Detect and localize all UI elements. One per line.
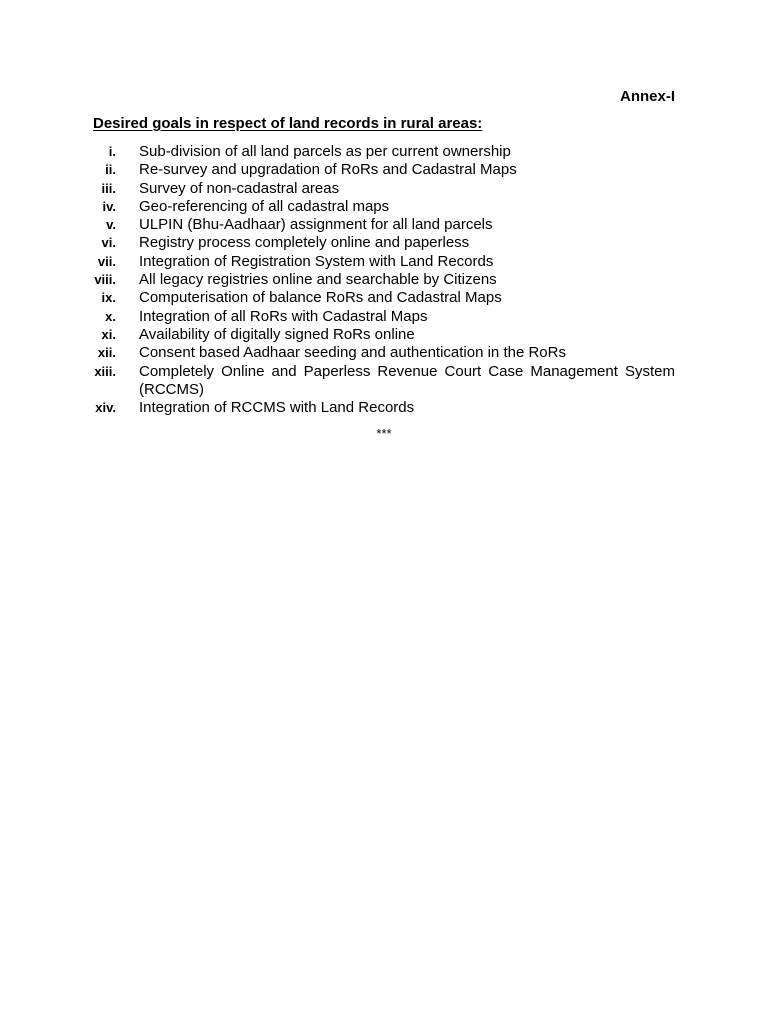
goal-text: Sub-division of all land parcels as per current ownership: [139, 143, 511, 160]
annex-label: Annex-I: [619, 88, 675, 105]
goal-item: [0, 216, 768, 234]
goal-text: Integration of all RoRs with Cadastral Maps: [139, 307, 428, 325]
goal-item: [0, 198, 768, 216]
goal-text: Geo-referencing of all cadastral maps: [139, 197, 390, 215]
goal-item: [0, 344, 768, 362]
goal-numeral: xiv.: [95, 400, 116, 416]
goal-numeral: vii.: [97, 253, 116, 269]
goal-numeral: ii.: [105, 162, 116, 178]
goal-numeral: v.: [106, 217, 116, 233]
goal-numeral: i.: [108, 144, 116, 159]
goal-numeral: xiii.: [94, 363, 116, 379]
goal-text: Consent based Aadhaar seeding and authentication in the RoRs: [139, 344, 566, 362]
goal-item: [0, 289, 768, 307]
goal-item: [0, 161, 768, 179]
goal-text: Re-survey and upgradation of RoRs and Cadastral Maps: [139, 161, 517, 179]
goal-item: [0, 143, 768, 161]
goal-text: Survey of non-cadastral areas: [139, 179, 340, 197]
goal-item: [0, 180, 768, 198]
section-heading: Desired goals in respect of land records in rural areas:: [93, 115, 483, 132]
goal-list: [0, 143, 768, 417]
goal-item: [0, 326, 768, 344]
goal-item: [0, 308, 768, 326]
goal-text: Integration of Registration System with Land Records: [139, 252, 494, 270]
goal-text: Availability of digitally signed RoRs online: [139, 325, 415, 343]
goal-item: [0, 271, 768, 289]
goal-text: Completely Online and Paperless Revenue Court Case Management System (RCCMS): [139, 362, 675, 398]
goal-numeral: ix.: [101, 290, 116, 306]
goal-numeral: viii.: [94, 272, 116, 288]
goal-numeral: x.: [105, 308, 116, 324]
goal-numeral: xii.: [97, 345, 116, 361]
goal-numeral: vi.: [101, 235, 116, 251]
goal-numeral: xi.: [101, 326, 116, 342]
goal-text: Integration of RCCMS with Land Records: [139, 399, 415, 417]
goal-item: [0, 234, 768, 252]
goal-text: Computerisation of balance RoRs and Cadastral Maps: [139, 289, 502, 307]
goal-numeral: iv.: [102, 198, 116, 214]
goal-item: [0, 363, 768, 400]
goal-numeral: iii.: [101, 180, 116, 196]
goal-item: [0, 253, 768, 271]
end-marker: ***: [376, 426, 392, 441]
goal-text: All legacy registries online and searchable by Citizens: [139, 271, 497, 289]
goal-text: ULPIN (Bhu-Aadhaar) assignment for all land parcels: [139, 216, 493, 234]
goal-text: Registry process completely online and paperless: [139, 234, 470, 252]
goal-item: [0, 399, 768, 417]
